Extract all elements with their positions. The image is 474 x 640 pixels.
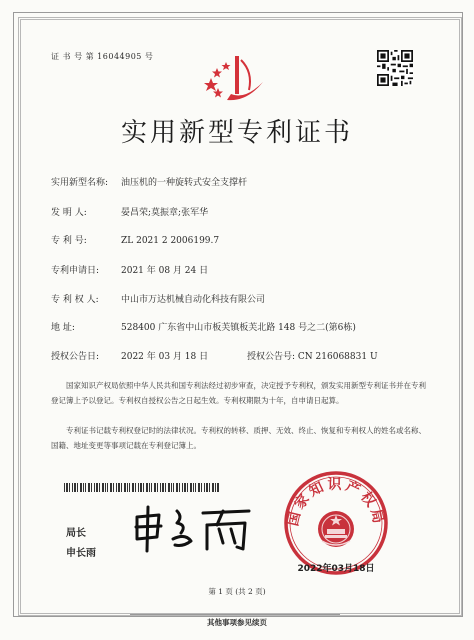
field-patentee	[51, 292, 265, 305]
certificate-title: 实用新型专利证书	[120, 118, 353, 148]
certificate-number: 证 书 号 第 16044905 号	[51, 52, 154, 61]
field-value: 2022 年 03 月 18 日	[121, 352, 209, 362]
field-label: 专 利 权 人:	[51, 295, 99, 305]
field-address	[51, 320, 356, 333]
field-utility-model-name	[51, 175, 247, 188]
signatory-name: 申长雨	[66, 548, 96, 559]
field-publication-date	[51, 349, 208, 362]
official-seal-icon	[280, 469, 392, 577]
field-label: 专利申请日:	[51, 266, 100, 276]
field-application-date	[51, 263, 208, 276]
notice-paragraph-2	[51, 423, 429, 453]
paragraph-text: 国家知识产权局依照中华人民共和国专利法经过初步审查，决定授予专利权，颁发实用新型专利证书并在专利登记簿上予以登记。专利权自授权公告之日起生效。专利权期限为十年，自申请日起算。	[51, 381, 426, 405]
field-value: CN 216068831 U	[297, 352, 378, 362]
field-label: 地 址:	[51, 323, 75, 333]
field-label: 授权公告日:	[51, 352, 100, 362]
qr-code-icon	[377, 50, 413, 86]
cnipa-emblem-icon	[197, 50, 269, 106]
field-publication-number	[247, 349, 378, 362]
notice-paragraph-1	[51, 378, 429, 408]
field-patent-number	[51, 233, 219, 246]
signatory-title: 局长	[66, 528, 86, 539]
seal-text: 国家知识产权局	[285, 477, 387, 528]
field-value: 2021 年 08 月 24 日	[121, 266, 209, 276]
field-value: 中山市万达机械自动化科技有限公司	[121, 295, 266, 305]
field-value: 晏昌荣;莫振章;张军华	[121, 208, 209, 218]
field-value: ZL 2021 2 2006199.7	[121, 236, 220, 246]
page-number: 第 1 页 (共 2 页)	[208, 587, 266, 596]
field-value: 油压机的一种旋转式安全支撑杆	[121, 178, 248, 188]
field-label: 实用新型名称:	[51, 178, 109, 188]
field-label: 专 利 号:	[51, 236, 87, 246]
field-label: 发 明 人:	[51, 208, 87, 218]
field-value: 528400 广东省中山市板芙镇板芙北路 148 号之二(第6栋)	[121, 323, 356, 333]
field-label: 授权公告号:	[247, 352, 296, 362]
footer-note: 其他事项参见续页	[207, 618, 267, 627]
field-inventors	[51, 205, 208, 218]
handwritten-signature	[131, 503, 253, 555]
paragraph-text: 专利证书记载专利权登记时的法律状况。专利权的转移、质押、无效、终止、恢复和专利权人的姓名或名称、国籍、地址变更等事项记载在专利登记簿上。	[51, 426, 426, 450]
barcode-icon	[64, 483, 219, 492]
seal-date: 2022年03月18日	[297, 564, 375, 574]
footer-divider	[130, 614, 340, 615]
